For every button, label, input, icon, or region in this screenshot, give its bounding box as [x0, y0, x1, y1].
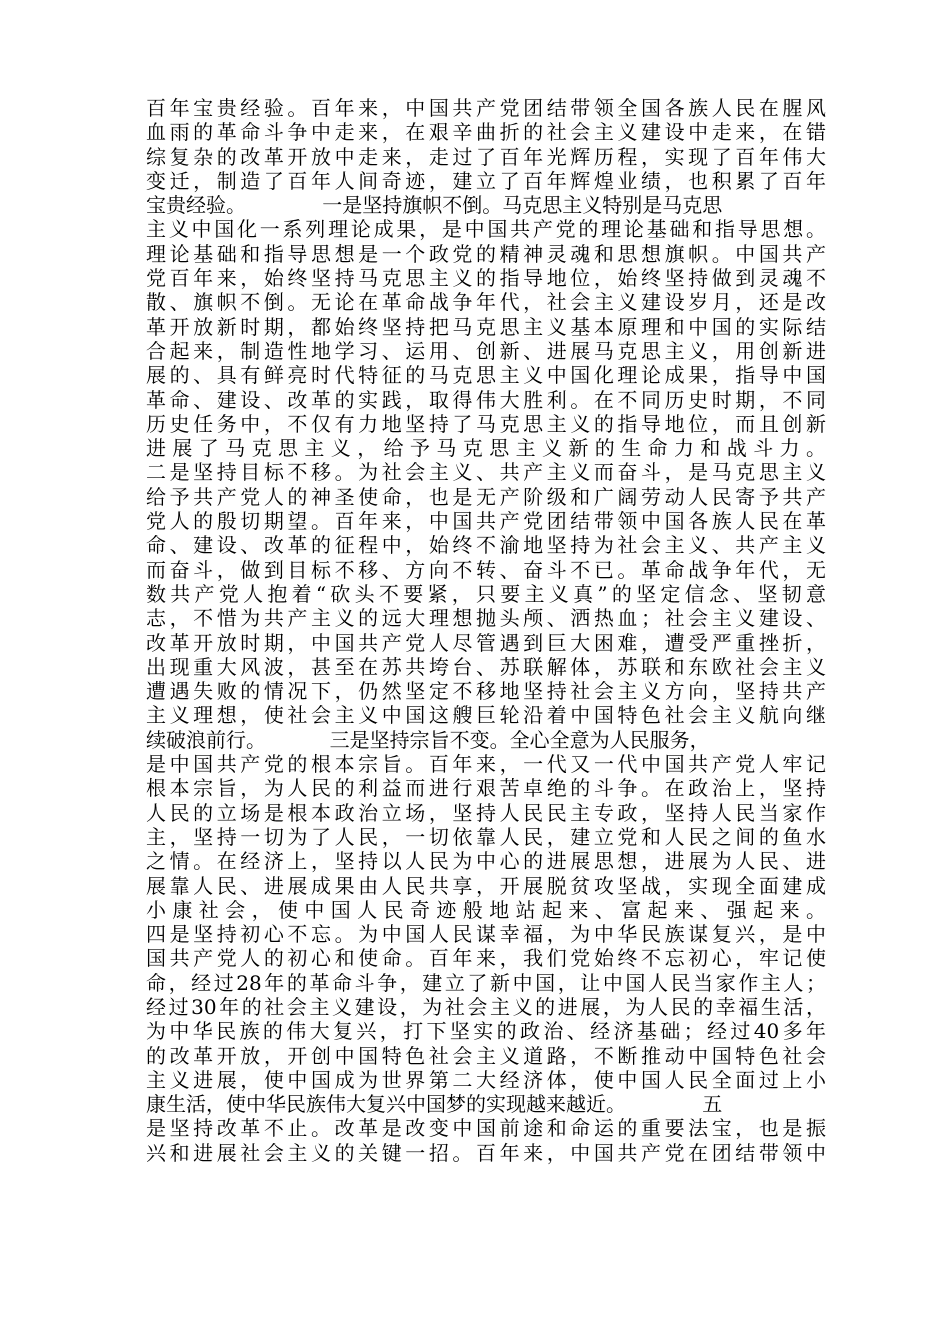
text-line: 主，坚持一切为了人民，一切依靠人民，建立党和人民之间的鱼水 — [146, 824, 826, 849]
text-line: 续破浪前行。 三是坚持宗旨不变。全心全意为人民服务， — [146, 727, 710, 752]
text-line: 命、建设、改革的征程中，始终不渝地坚持为社会主义、共产主义 — [146, 533, 826, 558]
text-line: 党百年来，始终坚持马克思主义的指导地位，始终坚持做到灵魂不 — [146, 266, 826, 291]
text-line: 经过30年的社会主义建设，为社会主义的进展，为人民的幸福生活， — [146, 994, 826, 1019]
text-line: 二是坚持目标不移。为社会主义、共产主义而奋斗，是马克思主义 — [146, 460, 826, 485]
text-line: 小康社会，使中国人民奇迹般地站起来、富起来、强起来。 — [146, 897, 826, 922]
text-line: 血雨的革命斗争中走来，在艰辛曲折的社会主义建设中走来，在错 — [146, 120, 826, 145]
text-line: 之情。在经济上，坚持以人民为中心的进展思想，进展为人民、进 — [146, 849, 826, 874]
text-line: 宝贵经验。 一是坚持旗帜不倒。马克思主义特别是马克思 — [146, 193, 723, 218]
text-line: 改革开放时期，中国共产党人尽管遇到巨大困难，遭受严重挫折， — [146, 630, 826, 655]
text-line: 主义理想，使社会主义中国这艘巨轮沿着中国特色社会主义航向继 — [146, 703, 826, 728]
text-line: 展靠人民、进展成果由人民共享，开展脱贫攻坚战，实现全面建成 — [146, 873, 826, 898]
text-line: 兴和进展社会主义的关键一招。百年来，中国共产党在团结带领中 — [146, 1140, 826, 1165]
text-line: 数共产党人抱着“砍头不要紧，只要主义真”的坚定信念、坚韧意 — [146, 581, 826, 606]
text-line: 合起来，制造性地学习、运用、创新、进展马克思主义，用创新进 — [146, 338, 826, 363]
text-line: 人民的立场是根本政治立场，坚持人民民主专政，坚持人民当家作 — [146, 800, 826, 825]
text-line: 四是坚持初心不忘。为中国人民谋幸福，为中华民族谋复兴，是中 — [146, 922, 826, 947]
text-line: 命，经过28年的革命斗争，建立了新中国，让中国人民当家作主人； — [146, 970, 826, 995]
text-line: 的改革开放，开创中国特色社会主义道路，不断推动中国特色社会 — [146, 1043, 826, 1068]
text-line: 变迁，制造了百年人间奇迹，建立了百年辉煌业绩，也积累了百年 — [146, 168, 826, 193]
text-line: 党人的殷切期望。百年来，中国共产党团结带领中国各族人民在革 — [146, 509, 826, 534]
text-line: 革开放新时期，都始终坚持把马克思主义基本原理和中国的实际结 — [146, 314, 826, 339]
text-line: 散、旗帜不倒。无论在革命战争年代，社会主义建设岁月，还是改 — [146, 290, 826, 315]
text-line: 进展了马克思主义，给予马克思主义新的生命力和战斗力。 — [146, 436, 826, 461]
text-line: 革命、建设、改革的实践，取得伟大胜利。在不同历史时期，不同 — [146, 387, 826, 412]
text-line: 遭遇失败的情况下，仍然坚定不移地坚持社会主义方向，坚持共产 — [146, 679, 826, 704]
text-line: 是中国共产党的根本宗旨。百年来，一代又一代中国共产党人牢记 — [146, 752, 826, 777]
text-line: 历史任务中，不仅有力地坚持了马克思主义的指导地位，而且创新 — [146, 411, 826, 436]
text-line: 给予共产党人的神圣使命，也是无产阶级和广阔劳动人民寄予共产 — [146, 484, 826, 509]
text-line: 理论基础和指导思想是一个政党的精神灵魂和思想旗帜。中国共产 — [146, 241, 826, 266]
text-line: 展的、具有鲜亮时代特征的马克思主义中国化理论成果，指导中国 — [146, 363, 826, 388]
text-line: 国共产党人的初心和使命。百年来，我们党始终不忘初心，牢记使 — [146, 946, 826, 971]
text-line: 志，不惜为共产主义的远大理想抛头颅、洒热血；社会主义建设、 — [146, 606, 826, 631]
text-line: 综复杂的改革开放中走来，走过了百年光辉历程，实现了百年伟大 — [146, 144, 826, 169]
text-line: 为中华民族的伟大复兴，打下坚实的政治、经济基础；经过40多年 — [146, 1019, 826, 1044]
text-line: 根本宗旨，为人民的利益而进行艰苦卓绝的斗争。在政治上，坚持 — [146, 776, 826, 801]
text-line: 是坚持改革不止。改革是改变中国前途和命运的重要法宝，也是振 — [146, 1116, 826, 1141]
text-line: 主义进展，使中国成为世界第二大经济体，使中国人民全面过上小 — [146, 1067, 826, 1092]
body-text — [146, 96, 826, 1165]
text-line: 百年宝贵经验。百年来，中国共产党团结带领全国各族人民在腥风 — [146, 96, 826, 120]
text-line: 而奋斗，做到目标不移、方向不转、奋斗不已。革命战争年代，无 — [146, 557, 826, 582]
text-line: 出现重大风波，甚至在苏共垮台、苏联解体，苏联和东欧社会主义 — [146, 654, 826, 679]
text-line: 主义中国化一系列理论成果，是中国共产党的理论基础和指导思想。 — [146, 217, 826, 242]
text-line: 康生活，使中华民族伟大复兴中国梦的实现越来越近。 五 — [146, 1092, 723, 1117]
